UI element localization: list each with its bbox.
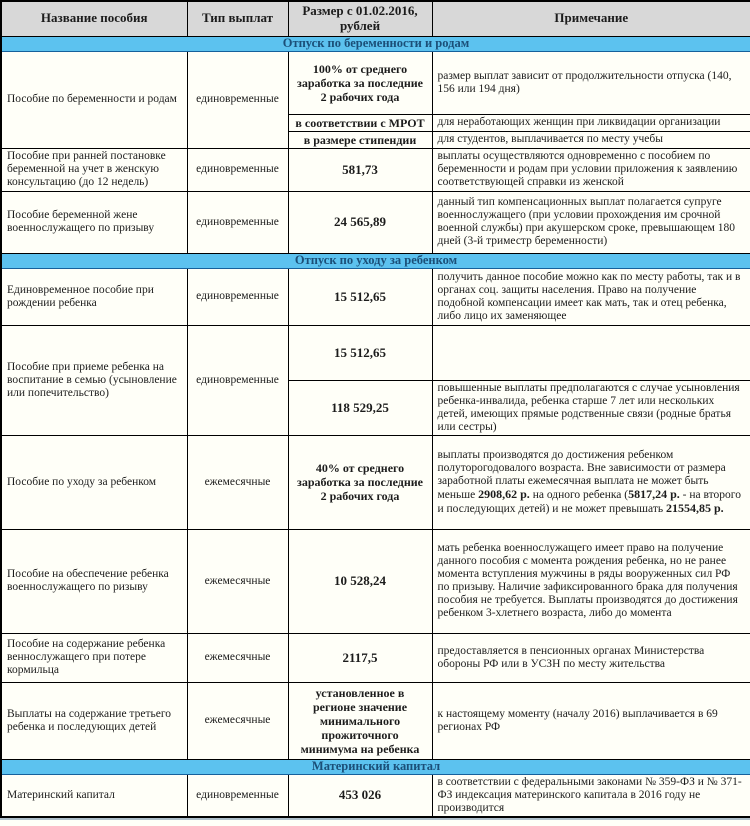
column-header-payment-type: Тип выплат [187,1,288,36]
note-cell: для неработающих женщин при ликвидации организации [432,114,750,131]
table-row [1,633,750,682]
section-title: Отпуск по уходу за ребенком [1,253,750,268]
benefit-name-cell: Пособие при ранней постановке беременной на учет в женскую консультацию (до 12 недель) [1,148,187,191]
amount-cell: 15 512,65 [288,325,432,380]
amount-cell: 100% от среднего заработка за последние 2 рабочих года [288,51,432,114]
table-row [1,325,750,380]
table-row [1,268,750,325]
header-row [1,1,750,36]
payment-type-cell: ежемесячные [187,529,288,633]
section-title: Материнский капитал [1,759,750,774]
amount-cell: в соответствии с МРОТ [288,114,432,131]
note-cell: получить данное пособие можно как по месту работы, так и в органах соц. защиты населения. Право на получение подобной компенсации имеет как мать, так и отец ребенка, либо лицо их заменяющее [432,268,750,325]
benefit-name-cell: Пособие по беременности и родам [1,51,187,148]
note-cell: размер выплат зависит от продолжительности отпуска (140, 156 или 194 дня) [432,51,750,114]
note-cell: выплаты осуществляются одновременно с пособием по беременности и родам при условии приложения к заявлению соответствующей справки из женской [432,148,750,191]
amount-cell: 10 528,24 [288,529,432,633]
payment-type-cell: ежемесячные [187,633,288,682]
payment-type-cell: единовременные [187,148,288,191]
benefit-name-cell: Пособие беременной жене военнослужащего по призыву [1,191,187,253]
note-cell [432,435,750,529]
amount-cell: 2117,5 [288,633,432,682]
amount-cell: в размере стипендии [288,131,432,148]
note-cell: мать ребенка военнослужащего имеет право на получение данного пособия с момента рождения ребенка, но не ранее момента вступления мужчины в ряды вооруженных сил РФ по призыву. Наличие зафиксированного брака для получения пособия не требуется. Выплаты производятся до достижения ребенком 3-хлетнего возраста, либо до момента [432,529,750,633]
section-header-maternity-capital [1,759,750,774]
amount-cell: 40% от среднего заработка за последние 2 рабочих года [288,435,432,529]
note-cell: предоставляется в пенсионных органах Министерства обороны РФ или в УСЗН по месту жительства [432,633,750,682]
payment-type-cell: единовременные [187,325,288,435]
benefit-name-cell: Пособие на обеспечение ребенка военнослужащего по ризыву [1,529,187,633]
benefit-name-cell: Выплаты на содержание третьего ребенка и последующих детей [1,682,187,759]
table-row [1,774,750,817]
benefit-name-cell: Пособие на содержание ребенка веннослужащего при потере кормильца [1,633,187,682]
payment-type-cell: ежемесячные [187,682,288,759]
note-bold-amount: 2908,62 р. [478,486,530,501]
table-row [1,682,750,759]
note-bold-amount: 21554,85 р. [665,500,724,515]
amount-cell: установленное в регионе значение минимального прожиточного минимума на ребенка [288,682,432,759]
table-row [1,148,750,191]
section-header-childcare-leave [1,253,750,268]
benefit-name-cell: Пособие при приеме ребенка на воспитание в семью (усыновление или попечительство) [1,325,187,435]
table-row [1,191,750,253]
note-text: на одного ребенка ( [529,488,629,501]
section-title: Отпуск по беременности и родам [1,36,750,51]
note-cell [432,325,750,380]
section-header-maternity-leave [1,36,750,51]
table-row [1,51,750,114]
note-text: - на второго и последующих детей) и не может превышать [437,488,741,515]
payment-type-cell: единовременные [187,51,288,148]
benefit-name-cell: Единовременное пособие при рождении ребенка [1,268,187,325]
note-text: выплаты производятся до достижения ребенком полуторогодовалого возраста. Вне зависимости от размера заработной платы ежемесячная выплата не может быть меньше [437,448,726,501]
amount-cell: 24 565,89 [288,191,432,253]
column-header-benefit-name: Название пособия [1,1,187,36]
amount-cell: 118 529,25 [288,380,432,435]
note-cell: данный тип компенсационных выплат полагается супруге военнослужащего (при условии прохождения им срочной военной службы) при акушерском сроке, превышающем 180 дней (3-й триместр беременности) [432,191,750,253]
payment-type-cell: единовременные [187,774,288,817]
benefit-name-cell: Пособие по уходу за ребенком [1,435,187,529]
column-header-amount: Размер с 01.02.2016, рублей [288,1,432,36]
amount-cell: 581,73 [288,148,432,191]
payment-type-cell: единовременные [187,268,288,325]
benefit-name-cell: Материнский капитал [1,774,187,817]
note-bold-amount: 5817,24 р. [628,486,680,501]
table-row [1,529,750,633]
payment-type-cell: единовременные [187,191,288,253]
column-header-note: Примечание [432,1,750,36]
note-cell: повышенные выплаты предполагаются с случае усыновления ребенка-инвалида, ребенка старше 7 лет или нескольких детей, имеющих прямые родственные связи (родные братья или сестры) [432,380,750,435]
note-cell: для студентов, выплачивается по месту учебы [432,131,750,148]
note-cell: в соответствии с федеральными законами № 359-ФЗ и № 371-ФЗ индексация материнского капитала в 2016 году не производится [432,774,750,817]
payment-type-cell: ежемесячные [187,435,288,529]
table-row [1,435,750,529]
amount-cell: 453 026 [288,774,432,817]
amount-cell: 15 512,65 [288,268,432,325]
note-cell: к настоящему моменту (началу 2016) выплачивается в 69 регионах РФ [432,682,750,759]
